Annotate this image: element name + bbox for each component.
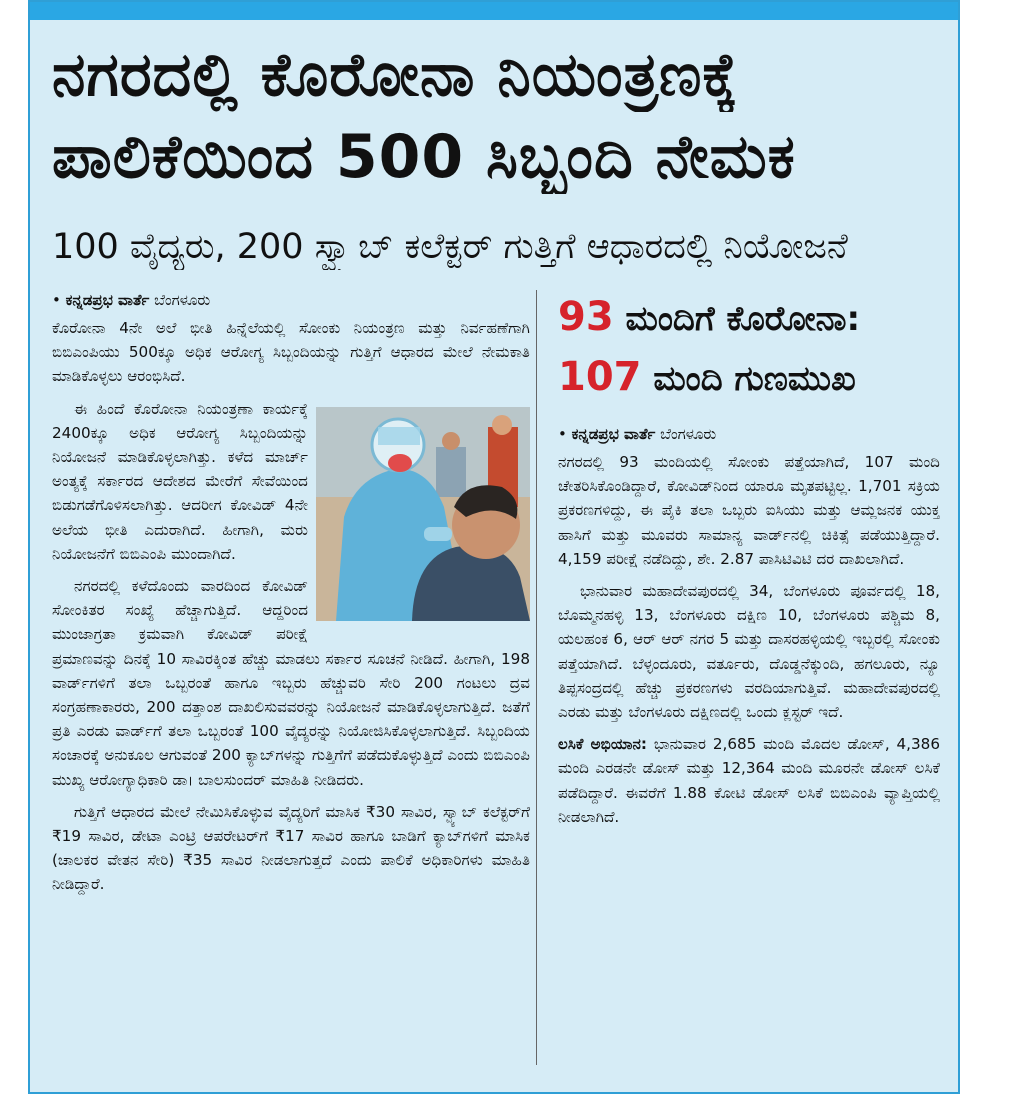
newspaper-clipping (28, 0, 960, 1094)
right-article (558, 288, 940, 837)
headline-recovered-count: 107 (558, 354, 642, 400)
left-byline (52, 288, 530, 312)
headline-infected-text: ಮಂದಿಗೆ ಕೊರೋನಾ: (613, 299, 861, 339)
bullet-icon: • (52, 291, 61, 309)
right-paragraph-2: ಭಾನುವಾರ ಮಹಾದೇವಪುರದಲ್ಲಿ 34, ಬೆಂಗಳೂರು ಪೂರ್ವದಲ್ಲಿ 18, ಬೊಮ್ಮನಹಳ್ಳಿ 13, ಬೆಂಗಳೂರು ದಕ್ಷಿಣ 10, ಬೆಂಗಳೂರು ಪಶ್ಚಿಮ 8, ಯಲಹಂಕ 6, ಆರ್ ಆರ್ ನಗರ 5 ಮತ್ತು ದಾಸರಹಳ್ಳಿಯಲ್ಲಿ ಇಬ್ಬರಲ್ಲಿ ಸೋಂಕು ಪತ್ತೆಯಾಗಿದೆ. ಬೆಳ್ಳಂದೂರು, ವರ್ತೂರು, ದೊಡ್ಡನೆಕ್ಕುಂದಿ, ಹಗಲೂರು, ನ್ಯೂ ತಿಪ್ಪಸಂದ್ರದಲ್ಲಿ ಹೆಚ್ಚು ಪ್ರಕರಣಗಳು ವರದಿಯಾಗುತ್ತಿವೆ. ಮಹಾದೇವಪುರದಲ್ಲಿ ಎರಡು ಮತ್ತು ಬೆಂಗಳೂರು ದಕ್ಷಿಣದಲ್ಲಿ ಒಂದು ಕ್ಲಸ್ಟರ್ ಇದೆ. (558, 582, 940, 722)
right-byline (558, 422, 940, 446)
subheadline: 100 ವೈದ್ಯರು, 200 ಸ್ವ್ಯಾಬ್ ಕಲೆಕ್ಟರ್ ಗುತ್ತಿಗೆ ಆಧಾರದಲ್ಲಿ ನಿಯೋಜನೆ (52, 227, 848, 267)
vaccine-text: ಭಾನುವಾರ 2,685 ಮಂದಿ ಮೊದಲ ಡೋಸ್, 4,386 ಮಂದಿ ಎರಡನೇ ಡೋಸ್ ಮತ್ತು 12,364 ಮಂದಿ ಮೂರನೇ ಡೋಸ್ ಲಸಿಕೆ ಪಡೆದಿದ್ದಾರೆ. ಈವರೆಗೆ 1.88 ಕೋಟಿ ಡೋಸ್ ಲಸಿಕೆ ಬಿಬಿಎಂಪಿ ವ್ಯಾಪ್ತಿಯಲ್ಲಿ ನೀಡಲಾಗಿದೆ. (558, 735, 941, 826)
bullet-icon: • (558, 425, 567, 443)
left-article (52, 288, 530, 905)
byline-source: ಕನ್ನಡಪ್ರಭ ವಾರ್ತೆ (571, 425, 656, 443)
right-headline-line-1 (558, 288, 940, 348)
headline-line-2: ಪಾಲಿಕೆಯಿಂದ 500 ಸಿಬ್ಬಂದಿ ನೇಮಕ (52, 122, 796, 192)
headline-recovered-text: ಮಂದಿ ಗುಣಮುಖ (641, 359, 856, 399)
right-headline-line-2 (558, 348, 940, 408)
covid-test-photo (316, 407, 530, 621)
left-paragraph-1: ಕೊರೋನಾ 4ನೇ ಅಲೆ ಭೀತಿ ಹಿನ್ನೆಲೆಯಲ್ಲಿ ಸೋಂಕು ನಿಯಂತ್ರಣ ಮತ್ತು ನಿರ್ವಹಣೆಗಾಗಿ ಬಿಬಿಎಂಪಿಯು 500ಕ್ಕೂ ಅಧಿಕ ಆರೋಗ್ಯ ಸಿಬ್ಬಂದಿಯನ್ನು ಗುತ್ತಿಗೆ ಆಧಾರದ ಮೇಲೆ ನೇಮಕಾತಿ ಮಾಡಿಕೊಳ್ಳಲು ಆರಂಭಿಸಿದೆ. (52, 319, 530, 386)
top-color-bar (30, 2, 958, 20)
left-paragraph-3: ನಗರದಲ್ಲಿ ಕಳೆದೊಂದು ವಾರದಿಂದ ಕೋವಿಡ್ ಸೋಂಕಿತರ ಸಂಖ್ಯೆ ಹೆಚ್ಚಾಗುತ್ತಿದೆ. ಆದ್ದರಿಂದ ಮುಂಜಾಗ್ರತಾ ಕ್ರಮವಾಗಿ ಕೋವಿಡ್ ಪರೀಕ್ಷೆ ಪ್ರಮಾಣವನ್ನು ದಿನಕ್ಕೆ 10 ಸಾವಿರಕ್ಕಿಂತ ಹೆಚ್ಚು ಮಾಡಲು ಸರ್ಕಾರ ಸೂಚನೆ ನೀಡಿದೆ. ಹೀಗಾಗಿ, 198 ವಾರ್ಡ್‌ಗಳಿಗೆ ತಲಾ ಒಬ್ಬರಂತೆ ಹಾಗೂ ಇಬ್ಬರು ಹೆಚ್ಚುವರಿ ಸೇರಿ 200 ಗಂಟಲು ದ್ರವ ಸಂಗ್ರಹಣಾಕಾರರು, 200 ದತ್ತಾಂಶ ದಾಖಲಿಸುವವರನ್ನು ನಿಯೋಜನೆ ಮಾಡಿಕೊಳ್ಳಲಾಗುತ್ತಿದೆ. ಜತೆಗೆ ಪ್ರತಿ ಎರಡು ವಾರ್ಡ್‌ಗೆ ತಲಾ ಒಬ್ಬರಂತೆ 100 ವೈದ್ಯರನ್ನು ನಿಯೋಜಿಸಿಕೊಳ್ಳಲಾಗುತ್ತಿದೆ. ಸಿಬ್ಬಂದಿಯ ಸಂಚಾರಕ್ಕೆ ಅನುಕೂಲ ಆಗುವಂತೆ 200 ಕ್ಯಾಬ್‌ಗಳನ್ನು ಗುತ್ತಿಗೆಗೆ ಪಡೆದುಕೊಳ್ಳುತ್ತಿದೆ ಎಂದು ಬಿಬಿಎಂಪಿ ಮುಖ್ಯ ಆರೋಗ್ಯಾಧಿಕಾರಿ ಡಾ। ಬಾಲಸುಂದರ್ ಮಾಹಿತಿ ನೀಡಿದರು. (52, 577, 530, 789)
left-paragraph-2: ಈ ಹಿಂದೆ ಕೊರೋನಾ ನಿಯಂತ್ರಣಾ ಕಾರ್ಯಕ್ಕೆ 2400ಕ್ಕೂ ಅಧಿಕ ಆರೋಗ್ಯ ಸಿಬ್ಬಂದಿಯನ್ನು ನಿಯೋಜನೆ ಮಾಡಿಕೊಳ್ಳಲಾಗಿತ್ತು. ಕಳೆದ ಮಾರ್ಚ್ ಅಂತ್ಯಕ್ಕೆ ಸರ್ಕಾರದ ಆದೇಶದ ಮೇರೆಗೆ ಸೇವೆಯಿಂದ ಬಿಡುಗಡೆಗೊಳಿಸಲಾಗಿತ್ತು. ಆದರೀಗ ಕೋವಿಡ್ 4ನೇ ಅಲೆಯ ಭೀತಿ ಎದುರಾಗಿದೆ. ಹೀಗಾಗಿ, ಮರು ನಿಯೋಜನೆಗೆ ಬಿಬಿಎಂಪಿ ಮುಂದಾಗಿದೆ. (52, 399, 308, 563)
vaccine-label: ಲಸಿಕೆ ಅಭಿಯಾನ: (558, 735, 648, 754)
column-divider (536, 290, 537, 1065)
byline-place: ಬೆಂಗಳೂರು (660, 425, 717, 443)
byline-place: ಬೆಂಗಳೂರು (154, 291, 211, 309)
right-paragraph-1: ನಗರದಲ್ಲಿ 93 ಮಂದಿಯಲ್ಲಿ ಸೋಂಕು ಪತ್ತೆಯಾಗಿದೆ, 107 ಮಂದಿ ಚೇತರಿಸಿಕೊಂಡಿದ್ದಾರೆ, ಕೋವಿಡ್‌ನಿಂದ ಯಾರೂ ಮೃತಪಟ್ಟಿಲ್ಲ. 1,701 ಸಕ್ರಿಯ ಪ್ರಕರಣಗಳಿದ್ದು, ಈ ಪೈಕಿ ತಲಾ ಒಬ್ಬರು ಐಸಿಯು ಮತ್ತು ಆಮ್ಲಜನಕ ಯುಕ್ತ ಹಾಸಿಗೆ ಮತ್ತು ಮೂವರು ಸಾಮಾನ್ಯ ವಾರ್ಡ್‌ನಲ್ಲಿ ಚಿಕಿತ್ಸೆ ಪಡೆಯುತ್ತಿದ್ದಾರೆ. 4,159 ಪರೀಕ್ಷೆ ನಡೆದಿದ್ದು, ಶೇ. 2.87 ಪಾಸಿಟಿವಿಟಿ ದರ ದಾಖಲಾಗಿದೆ. (558, 453, 940, 568)
left-paragraph-4: ಗುತ್ತಿಗೆ ಆಧಾರದ ಮೇಲೆ ನೇಮಿಸಿಕೊಳ್ಳುವ ವೈದ್ಯರಿಗೆ ಮಾಸಿಕ ₹30 ಸಾವಿರ, ಸ್ವ್ಯಾಬ್ ಕಲೆಕ್ಟರ್‌ಗೆ ₹19 ಸಾವಿರ, ಡೇಟಾ ಎಂಟ್ರಿ ಆಪರೇಟರ್‌ಗೆ ₹17 ಸಾವಿರ ಹಾಗೂ ಬಾಡಿಗೆ ಕ್ಯಾಬ್‌ಗಳಿಗೆ ಮಾಸಿಕ (ಚಾಲಕರ ವೇತನ ಸೇರಿ) ₹35 ಸಾವಿರ ನೀಡಲಾಗುತ್ತದೆ ಎಂದು ಪಾಲಿಕೆ ಅಧಿಕಾರಿಗಳು ಮಾಹಿತಿ ನೀಡಿದ್ದಾರೆ. (52, 802, 530, 894)
byline-source: ಕನ್ನಡಪ್ರಭ ವಾರ್ತೆ (65, 291, 150, 309)
right-paragraph-vaccine (558, 732, 940, 829)
headline-line-1: ನಗರದಲ್ಲಿ ಕೊರೋನಾ ನಿಯಂತ್ರಣಕ್ಕೆ (52, 40, 739, 110)
headline-infected-count: 93 (558, 294, 614, 340)
